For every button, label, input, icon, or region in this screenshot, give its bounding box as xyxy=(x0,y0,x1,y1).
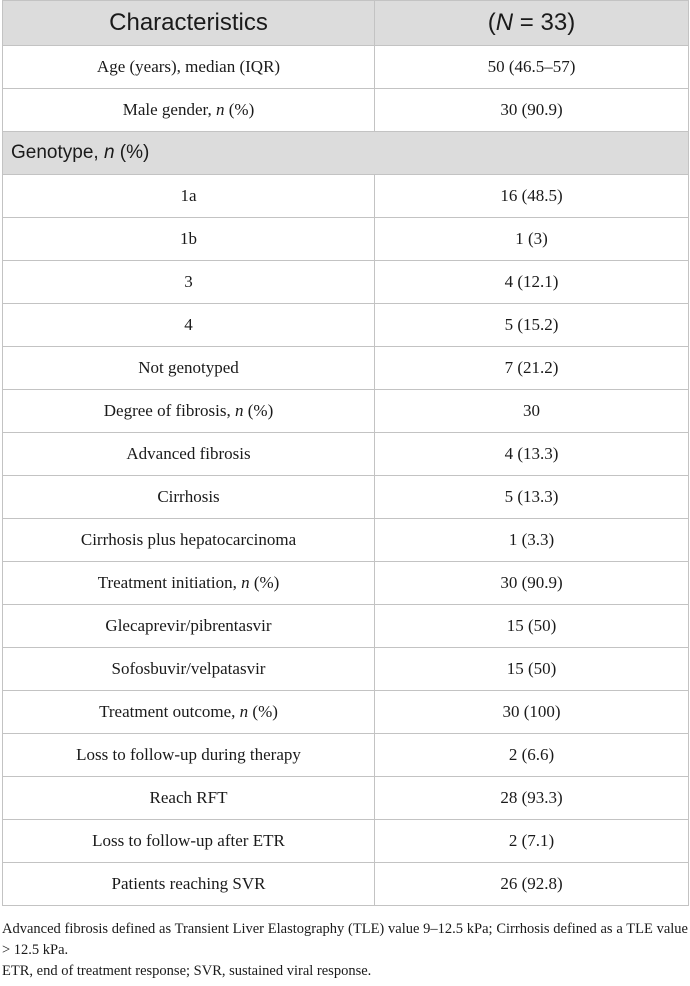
label-italic: n xyxy=(241,573,250,592)
row-value: 28 (93.3) xyxy=(375,777,689,820)
header-n-value: = 33) xyxy=(513,9,576,36)
row-label: 1a xyxy=(3,175,375,218)
section-text: Genotype, xyxy=(11,142,104,163)
footnote-abbreviations: ETR, end of treatment response; SVR, sustained viral response. xyxy=(2,963,372,979)
row-label: Glecaprevir/pibrentasvir xyxy=(3,605,375,648)
table-row xyxy=(3,261,689,304)
table-row-age xyxy=(3,46,689,89)
row-label: Advanced fibrosis xyxy=(3,433,375,476)
row-label: 3 xyxy=(3,261,375,304)
table-row xyxy=(3,648,689,691)
header-characteristics: Characteristics xyxy=(3,1,375,46)
row-label: Patients reaching SVR xyxy=(3,863,375,906)
row-label: 4 xyxy=(3,304,375,347)
label-text: Treatment initiation, xyxy=(97,573,242,592)
footnote-definitions: Advanced fibrosis defined as Transient Liver Elastography (TLE) value 9–12.5 kPa; Cirrhosis defined as a TLE value > 12.5 kPa. xyxy=(2,921,688,958)
row-label: Not genotyped xyxy=(3,347,375,390)
row-value: 2 (6.6) xyxy=(375,734,689,777)
row-value: 1 (3.3) xyxy=(375,519,689,562)
row-value: 16 (48.5) xyxy=(375,175,689,218)
row-label: Age (years), median (IQR) xyxy=(3,46,375,89)
table-row xyxy=(3,562,689,605)
row-value: 30 (90.9) xyxy=(375,89,689,132)
row-label: Sofosbuvir/velpatasvir xyxy=(3,648,375,691)
table-row-male-gender xyxy=(3,89,689,132)
table-row xyxy=(3,476,689,519)
row-value: 50 (46.5–57) xyxy=(375,46,689,89)
row-label: Loss to follow-up during therapy xyxy=(3,734,375,777)
table-header-row xyxy=(3,1,689,46)
table-row xyxy=(3,734,689,777)
label-italic: n xyxy=(239,702,249,721)
table-row xyxy=(3,863,689,906)
row-label: Reach RFT xyxy=(3,777,375,820)
row-value: 30 (90.9) xyxy=(375,562,689,605)
row-value: 30 xyxy=(375,390,689,433)
section-suffix: (%) xyxy=(114,142,150,163)
label-suffix: (%) xyxy=(243,401,274,420)
header-sample-size xyxy=(375,1,689,46)
row-value: 5 (15.2) xyxy=(375,304,689,347)
row-value: 4 (13.3) xyxy=(375,433,689,476)
row-value: 5 (13.3) xyxy=(375,476,689,519)
table-row xyxy=(3,218,689,261)
table-row xyxy=(3,605,689,648)
row-value: 15 (50) xyxy=(375,605,689,648)
section-italic: n xyxy=(103,142,115,163)
row-label: Loss to follow-up after ETR xyxy=(3,820,375,863)
label-suffix: (%) xyxy=(248,702,278,721)
row-value: 30 (100) xyxy=(375,691,689,734)
table-row xyxy=(3,347,689,390)
label-suffix: (%) xyxy=(249,573,280,592)
row-label: 1b xyxy=(3,218,375,261)
label-text: Degree of fibrosis, xyxy=(103,401,235,420)
section-label xyxy=(3,132,689,175)
row-value: 4 (12.1) xyxy=(375,261,689,304)
table-footnotes xyxy=(2,919,688,982)
row-label: Cirrhosis xyxy=(3,476,375,519)
row-label xyxy=(3,562,375,605)
row-value: 26 (92.8) xyxy=(375,863,689,906)
table-row xyxy=(3,175,689,218)
label-text: Treatment outcome, xyxy=(99,702,240,721)
row-value: 1 (3) xyxy=(375,218,689,261)
table-row xyxy=(3,519,689,562)
table-row xyxy=(3,820,689,863)
section-header-genotype xyxy=(3,132,689,175)
label-italic: n xyxy=(216,100,225,119)
label-suffix: (%) xyxy=(224,100,255,119)
row-label xyxy=(3,691,375,734)
table-row xyxy=(3,304,689,347)
label-italic: n xyxy=(235,401,244,420)
header-n-symbol: N xyxy=(495,9,514,36)
row-label xyxy=(3,390,375,433)
table-row xyxy=(3,777,689,820)
row-label: Cirrhosis plus hepatocarcinoma xyxy=(3,519,375,562)
row-label xyxy=(3,89,375,132)
table-row xyxy=(3,390,689,433)
characteristics-table xyxy=(2,0,689,906)
header-paren-open: ( xyxy=(487,9,496,36)
row-value: 15 (50) xyxy=(375,648,689,691)
table-row xyxy=(3,433,689,476)
row-value: 7 (21.2) xyxy=(375,347,689,390)
table-row xyxy=(3,691,689,734)
row-value: 2 (7.1) xyxy=(375,820,689,863)
label-text: Male gender, xyxy=(122,100,217,119)
